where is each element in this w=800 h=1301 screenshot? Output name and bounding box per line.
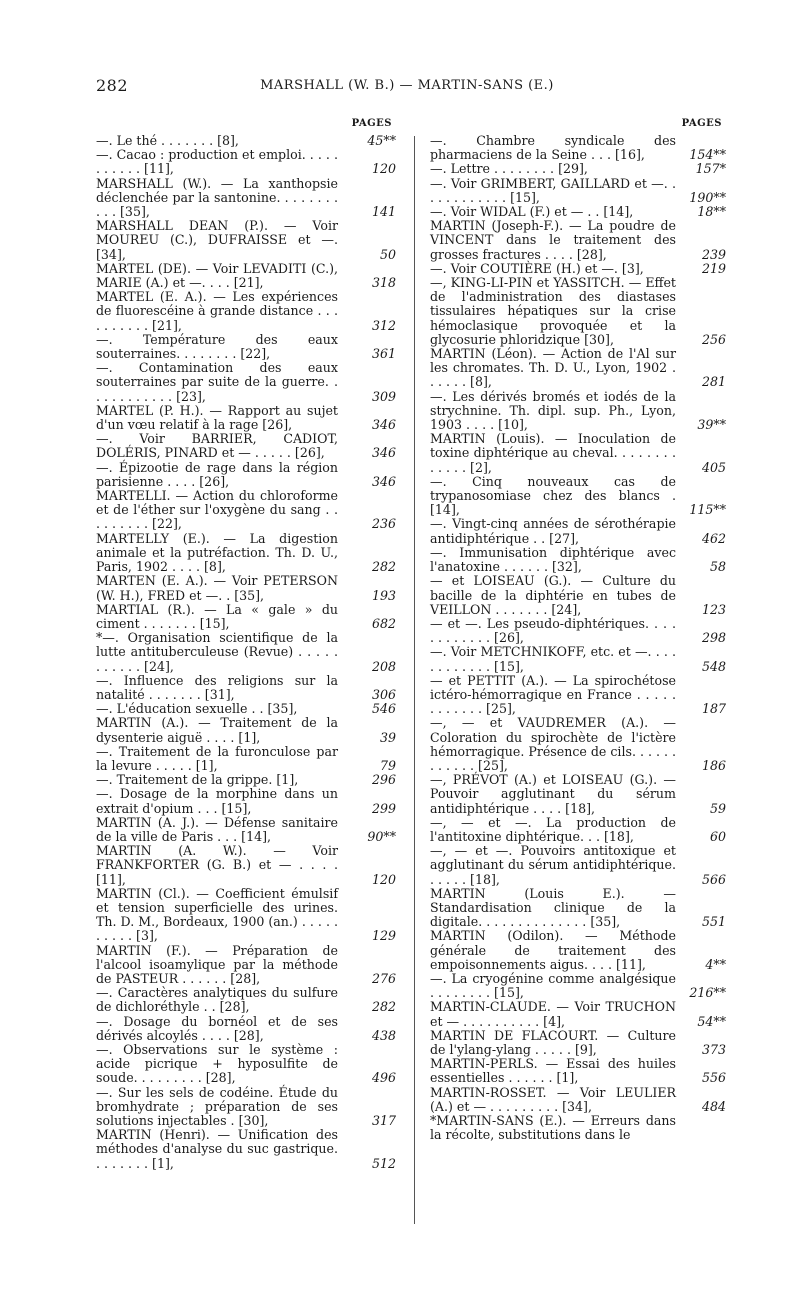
entry-page: 39** bbox=[697, 417, 726, 433]
index-entry bbox=[96, 887, 396, 944]
index-entry bbox=[96, 219, 396, 262]
entry-page: 120 bbox=[371, 161, 396, 177]
index-entry bbox=[430, 1057, 726, 1085]
index-entry bbox=[430, 546, 726, 574]
entry-text: —. Température des eaux souterraines. . . . . . . . [22], bbox=[96, 331, 338, 362]
entry-text: — et —. Les pseudo-diphtériques. . . . . . . . . . . . [26], bbox=[430, 615, 676, 646]
entry-page: 90** bbox=[367, 828, 396, 844]
entry-text: MARTIN (Louis E.). — Standardisation clinique de la digitale. . . . . . . . . . . . . . [35], bbox=[430, 885, 676, 930]
pages-column-label: PAGES bbox=[681, 118, 722, 129]
entry-text: —. Le thé . . . . . . . [8], bbox=[96, 133, 239, 148]
entry-page: 548 bbox=[701, 658, 726, 674]
index-entry bbox=[430, 1086, 726, 1114]
entry-text: *MARTIN-SANS (E.). — Erreurs dans la récolte, substitutions dans le bbox=[430, 1113, 676, 1143]
entry-text: MARTIAL (R.). — La « gale » du ciment . . . . . . . [15], bbox=[96, 601, 338, 631]
entry-page: 312 bbox=[371, 317, 396, 333]
entry-text: MARSHALL DEAN (P.). — Voir MOUREU (C.), DUFRAISSE et —. [34], bbox=[96, 218, 338, 262]
entry-text: MARTIN (Cl.). — Coefficient émulsif et tension superficielle des urines. Th. D. M., Bordeaux, 1900 (an.) . . . . . . . . . . [3], bbox=[96, 885, 338, 944]
entry-text: MARSHALL (W.). — La xanthopsie déclenchée par la santonine. . . . . . . . . . . [35], bbox=[96, 175, 338, 220]
entry-page: 18** bbox=[697, 204, 726, 220]
index-entry bbox=[96, 134, 396, 148]
entry-page: 58 bbox=[709, 559, 726, 575]
index-entry bbox=[430, 887, 726, 930]
index-entry bbox=[430, 390, 726, 433]
index-entry bbox=[96, 1086, 396, 1129]
entry-page: 462 bbox=[701, 530, 726, 546]
index-entry bbox=[96, 1043, 396, 1086]
index-entry bbox=[430, 1029, 726, 1057]
entry-text: —. Influence des religions sur la natalité . . . . . . . [31], bbox=[96, 672, 338, 702]
entry-page: 373 bbox=[701, 1042, 726, 1057]
entry-text: —. Traitement de la grippe. [1], bbox=[96, 772, 299, 788]
index-entry bbox=[430, 219, 726, 262]
index-entry bbox=[96, 1015, 396, 1043]
index-entry bbox=[96, 574, 396, 602]
index-entry bbox=[96, 361, 396, 404]
index-entry bbox=[430, 716, 726, 773]
entry-page: 346 bbox=[371, 473, 396, 489]
entry-page: 346 bbox=[371, 445, 396, 461]
entry-page: 4** bbox=[705, 956, 726, 972]
entry-text: —. Observations sur le système : acide picrique + hyposulfite de soude. . . . . . . . . [28], bbox=[96, 1042, 338, 1086]
entry-page: 298 bbox=[701, 630, 726, 646]
index-entry bbox=[96, 631, 396, 674]
entry-page: 282 bbox=[371, 559, 396, 575]
entry-text: —. Voir GRIMBERT, GAILLARD et —. . . . . . . . . . . . [15], bbox=[430, 175, 676, 205]
entry-page: 566 bbox=[701, 871, 726, 887]
entry-page: 190** bbox=[689, 189, 726, 205]
index-entry bbox=[96, 262, 396, 290]
entry-page: 296 bbox=[371, 772, 396, 788]
index-entry bbox=[430, 134, 726, 162]
entry-page: 193 bbox=[371, 587, 396, 603]
index-entry bbox=[430, 276, 726, 347]
page-header bbox=[96, 76, 718, 100]
entry-text: —, KING-LI-PIN et YASSITCH. — Effet de l'administration des diastases tissulaires hépatiques sur la crise hémoclasique provoquée et la glycosurie phloridzique [30], bbox=[430, 275, 676, 347]
entry-text: —. Voir METCHNIKOFF, etc. et —. . . . . . . . . . . . [15], bbox=[430, 644, 676, 674]
index-entry bbox=[430, 432, 726, 475]
entry-text: —. Contamination des eaux souterraines par suite de la guerre. . . . . . . . . . . . [23], bbox=[96, 360, 338, 404]
index-entry bbox=[96, 489, 396, 532]
entry-text: — et LOISEAU (G.). — Culture du bacille de la diphtérie en tubes de VEILLON . . . . . . . [24], bbox=[430, 573, 676, 617]
entry-page: 496 bbox=[371, 1070, 396, 1086]
entry-page: 79 bbox=[379, 757, 396, 773]
entry-text: —, PRÉVOT (A.) et LOISEAU (G.). — Pouvoir agglutinant du sérum antidiphtérique . . . . [18], bbox=[430, 772, 676, 816]
index-entry bbox=[430, 475, 726, 518]
entry-text: MARTIN (A. W.). — Voir FRANKFORTER (G. B.) et — . . . . [11], bbox=[96, 843, 338, 887]
entry-page: 54** bbox=[697, 1013, 726, 1029]
entry-page: 317 bbox=[371, 1113, 396, 1129]
entry-page: 256 bbox=[701, 331, 726, 347]
entry-text: —. Voir COUTIÈRE (H.) et —. [3], bbox=[430, 260, 644, 276]
index-entry bbox=[96, 290, 396, 333]
entry-text: MARTIN DE FLACOURT. — Culture de l'ylang-ylang . . . . . [9], bbox=[430, 1027, 676, 1057]
entry-text: MARTIN (Odilon). — Méthode générale de traitement des empoisonnements aigus. . . . [11], bbox=[430, 928, 676, 972]
entry-page: 512 bbox=[371, 1155, 396, 1171]
entry-text: MARTIN (A.). — Traitement de la dysenterie aiguë . . . . [1], bbox=[96, 715, 338, 745]
right-column bbox=[430, 118, 726, 1142]
index-entry bbox=[430, 773, 726, 816]
entry-page: 682 bbox=[371, 615, 396, 631]
entry-page: 239 bbox=[701, 246, 726, 262]
index-entry bbox=[430, 574, 726, 617]
entry-text: — et PETTIT (A.). — La spirochétose ictéro-hémorragique en France . . . . . . . . . . . . [25], bbox=[430, 672, 676, 717]
index-entry bbox=[96, 333, 396, 361]
index-entry bbox=[430, 844, 726, 887]
index-entry bbox=[96, 148, 396, 176]
index-entry bbox=[96, 816, 396, 844]
entry-text: MARTIN (A. J.). — Défense sanitaire de la ville de Paris . . . [14], bbox=[96, 814, 338, 844]
entry-text: MARTEL (E. A.). — Les expériences de fluorescéine à grande distance . . . . . . . . . . [21], bbox=[96, 289, 338, 333]
index-entry bbox=[96, 773, 396, 787]
entry-text: —. Lettre . . . . . . . . [29], bbox=[430, 161, 588, 177]
index-entry bbox=[430, 262, 726, 276]
entry-text: —. Dosage de la morphine dans un extrait d'opium . . . [15], bbox=[96, 786, 338, 816]
pages-column-label: PAGES bbox=[351, 118, 392, 129]
entry-page: 346 bbox=[371, 417, 396, 433]
entry-page: 216** bbox=[689, 985, 726, 1001]
entry-text: —. Sur les sels de codéine. Étude du bromhydrate ; préparation de ses solutions injectables . [30], bbox=[96, 1084, 338, 1129]
entry-text: —. La cryogénine comme analgésique . . . . . . . . [15], bbox=[430, 970, 676, 1001]
entry-page: 187 bbox=[701, 701, 726, 717]
entry-page: 484 bbox=[701, 1098, 726, 1114]
index-entry bbox=[96, 787, 396, 815]
index-entry bbox=[430, 929, 726, 972]
entry-text: —, — et —. Pouvoirs antitoxique et agglutinant du sérum antidiphtérique. . . . . . [18], bbox=[430, 843, 676, 887]
index-entry bbox=[430, 177, 726, 205]
left-entry-list bbox=[96, 134, 396, 1171]
entry-page: 438 bbox=[371, 1027, 396, 1043]
entry-page: 39 bbox=[379, 729, 396, 745]
index-entry bbox=[96, 603, 396, 631]
entry-text: —. Voir WIDAL (F.) et — . . [14], bbox=[430, 204, 634, 220]
entry-text: —. Vingt-cinq années de sérothérapie antidiphtérique . . [27], bbox=[430, 516, 676, 546]
index-entry bbox=[96, 461, 396, 489]
entry-page: 123 bbox=[701, 601, 726, 617]
index-entry bbox=[96, 432, 396, 460]
entry-text: MARTELLY (E.). — La digestion animale et la putréfaction. Th. D. U., Paris, 1902 . . . . [8], bbox=[96, 530, 338, 575]
entry-page: 405 bbox=[701, 459, 726, 475]
entry-text: —. Cinq nouveaux cas de trypanosomiase chez des blancs . [14], bbox=[430, 473, 676, 518]
index-entry bbox=[430, 816, 726, 844]
entry-text: MARTELLI. — Action du chloroforme et de l'éther sur l'oxygène du sang . . . . . . . . . [22], bbox=[96, 488, 338, 532]
entry-page: 276 bbox=[371, 970, 396, 986]
entry-text: *—. Organisation scientifique de la lutte antituberculeuse (Revue) . . . . . . . . . . . [24], bbox=[96, 630, 338, 674]
entry-page: 186 bbox=[701, 757, 726, 773]
entry-text: —, — et VAUDREMER (A.). — Coloration du spirochète de l'ictère hémorragique. Présence de cils. . . . . . . . . . . . [25], bbox=[430, 715, 676, 773]
right-entry-list bbox=[430, 134, 726, 1142]
entry-page: 157* bbox=[695, 161, 726, 177]
entry-text: MARTIN-PERLS. — Essai des huiles essentielles . . . . . . [1], bbox=[430, 1056, 676, 1086]
entry-text: —. Voir BARRIER, CADIOT, DOLÉRIS, PINARD et — . . . . . [26], bbox=[96, 431, 338, 461]
index-entry bbox=[430, 517, 726, 545]
entry-text: MARTEN (E. A.). — Voir PETERSON (W. H.), FRED et —. . [35], bbox=[96, 573, 338, 603]
entry-page: 219 bbox=[701, 260, 726, 276]
entry-text: MARTIN (Léon). — Action de l'Al sur les chromates. Th. D. U., Lyon, 1902 . . . . . . [8], bbox=[430, 346, 676, 390]
index-entry bbox=[96, 404, 396, 432]
index-entry bbox=[96, 674, 396, 702]
entry-text: —. Épizootie de rage dans la région parisienne . . . . [26], bbox=[96, 459, 338, 489]
page-number: 282 bbox=[96, 76, 129, 95]
column-divider bbox=[414, 136, 415, 1224]
entry-text: —, — et —. La production de l'antitoxine diphtérique. . . [18], bbox=[430, 814, 676, 844]
index-entry bbox=[430, 1114, 726, 1142]
entry-page: 282 bbox=[371, 999, 396, 1015]
index-entry bbox=[96, 844, 396, 887]
entry-text: MARTEL (P. H.). — Rapport au sujet d'un vœu relatif à la rage [26], bbox=[96, 402, 338, 433]
entry-text: MARTIN-ROSSET. — Voir LEULIER (A.) et — . . . . . . . . . [34], bbox=[430, 1084, 676, 1114]
entry-text: MARTIN (F.). — Préparation de l'alcool isoamylique par la méthode de PASTEUR . . . . . . [28], bbox=[96, 942, 338, 986]
entry-text: —. Cacao : production et emploi. . . . . . . . . . . [11], bbox=[96, 147, 338, 177]
entry-page: 236 bbox=[371, 516, 396, 532]
entry-page: 318 bbox=[371, 275, 396, 291]
index-entry bbox=[96, 532, 396, 575]
entry-page: 309 bbox=[371, 388, 396, 404]
entry-page: 306 bbox=[371, 686, 396, 702]
entry-text: —. Les dérivés bromés et iodés de la strychnine. Th. dipl. sup. Ph., Lyon, 1903 . . . . [10], bbox=[430, 388, 676, 433]
index-entry bbox=[430, 617, 726, 645]
entry-text: MARTEL (DE). — Voir LEVADITI (C.), MARIE (A.) et —. . . . [21], bbox=[96, 260, 338, 291]
entry-page: 141 bbox=[371, 204, 396, 220]
index-entry bbox=[430, 1000, 726, 1028]
entry-text: —. Dosage du bornéol et de ses dérivés alcoylés . . . . [28], bbox=[96, 1013, 338, 1043]
index-entry bbox=[96, 702, 396, 716]
entry-page: 281 bbox=[701, 374, 726, 390]
index-entry bbox=[96, 716, 396, 744]
index-entry bbox=[96, 944, 396, 987]
entry-page: 551 bbox=[701, 914, 726, 930]
index-entry bbox=[96, 986, 396, 1014]
entry-page: 361 bbox=[371, 346, 396, 362]
entry-text: —. Immunisation diphtérique avec l'anatoxine . . . . . . [32], bbox=[430, 544, 676, 575]
entry-text: MARTIN (Henri). — Unification des méthodes d'analyse du suc gastrique. . . . . . . . [1], bbox=[96, 1127, 338, 1171]
entry-page: 45** bbox=[367, 133, 396, 148]
entry-page: 299 bbox=[371, 800, 396, 816]
entry-text: —. Traitement de la furonculose par la levure . . . . . [1], bbox=[96, 743, 338, 773]
entry-text: MARTIN-CLAUDE. — Voir TRUCHON et — . . . . . . . . . . [4], bbox=[430, 999, 676, 1029]
index-entry bbox=[430, 674, 726, 717]
index-entry bbox=[430, 347, 726, 390]
entry-page: 115** bbox=[689, 502, 726, 518]
entry-page: 129 bbox=[371, 928, 396, 944]
entry-page: 546 bbox=[371, 701, 396, 717]
left-column bbox=[96, 118, 396, 1171]
index-entry bbox=[430, 972, 726, 1000]
index-entry bbox=[430, 645, 726, 673]
entry-text: —. Chambre syndicale des pharmaciens de la Seine . . . [16], bbox=[430, 133, 676, 163]
entry-text: MARTIN (Louis). — Inoculation de toxine diphtérique au cheval. . . . . . . . . . . . . [2], bbox=[430, 431, 676, 475]
entry-text: MARTIN (Joseph-F.). — La poudre de VINCENT dans le traitement des grosses fractures . . . . [28], bbox=[430, 218, 676, 262]
entry-page: 556 bbox=[701, 1070, 726, 1086]
entry-page: 208 bbox=[371, 658, 396, 674]
entry-text: —. L'éducation sexuelle . . [35], bbox=[96, 701, 298, 717]
entry-page: 50 bbox=[379, 246, 396, 262]
running-title: MARSHALL (W. B.) — MARTIN-SANS (E.) bbox=[260, 78, 554, 93]
index-entry bbox=[430, 162, 726, 176]
entry-text: —. Caractères analytiques du sulfure de dichloréthyle . . [28], bbox=[96, 985, 338, 1015]
index-entry bbox=[430, 205, 726, 219]
entry-page: 154** bbox=[689, 147, 726, 163]
index-entry bbox=[96, 177, 396, 220]
entry-page: 60 bbox=[709, 828, 726, 844]
index-entry bbox=[96, 1128, 396, 1171]
entry-page: 120 bbox=[371, 871, 396, 887]
index-entry bbox=[96, 745, 396, 773]
entry-page: 59 bbox=[709, 800, 726, 816]
